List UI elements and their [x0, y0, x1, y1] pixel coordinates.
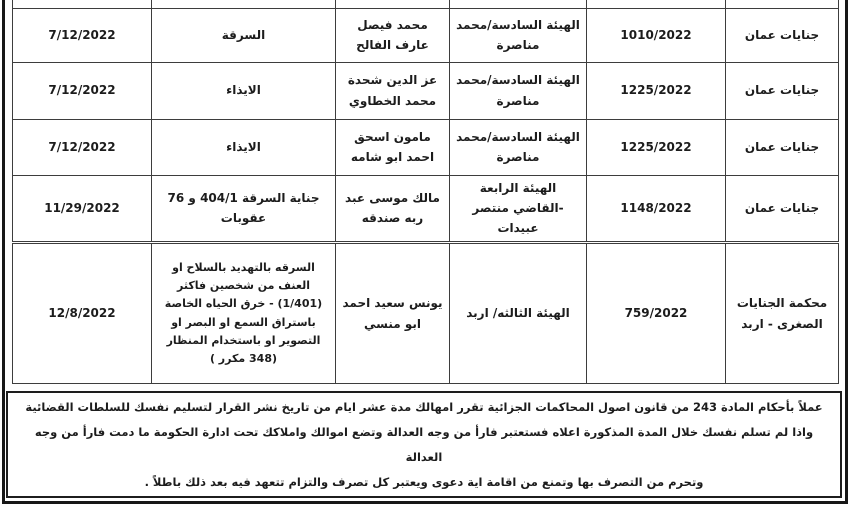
cropped-cell [450, 0, 587, 8]
notice-row [13, 8, 839, 62]
notice-row [13, 119, 839, 175]
cell-defendant: محمد فيصل عارف الفالح [336, 8, 450, 62]
cropped-cell [152, 0, 336, 8]
cell-date: 7/12/2022 [13, 62, 152, 119]
upper-table-body [13, 0, 839, 241]
lower-table-body [13, 244, 839, 384]
cell-date: 11/29/2022 [13, 175, 152, 241]
cell-crime: الايذاء [152, 62, 336, 119]
cell-panel: الهيئة السادسة/محمد مناصرة [450, 119, 587, 175]
cell-date: 7/12/2022 [13, 8, 152, 62]
cell-date: 12/8/2022 [13, 244, 152, 384]
cell-defendant: عز الدين شحدة محمد الخطاوي [336, 62, 450, 119]
cell-court: جنايات عمان [726, 8, 839, 62]
cell-panel: الهيئة السادسة/محمد مناصرة [450, 8, 587, 62]
cell-panel: الهيئة الرابعة -القاضي منتصر عبيدات [450, 175, 587, 241]
cell-defendant: يونس سعيد احمد ابو منسي [336, 244, 450, 384]
cell-panel: الهيئة الثالثه/ اربد [450, 244, 587, 384]
notices-table-lower [12, 243, 839, 384]
cell-crime: الايذاء [152, 119, 336, 175]
notice-row [13, 244, 839, 384]
cropped-cell [726, 0, 839, 8]
cell-case-number: 1225/2022 [587, 62, 726, 119]
cropped-cell [336, 0, 450, 8]
cell-court: جنايات عمان [726, 119, 839, 175]
cell-case-number: 759/2022 [587, 244, 726, 384]
cell-case-number: 1148/2022 [587, 175, 726, 241]
legal-notice-line-2: واذا لم تسلم نفسك خلال المدة المذكورة اعلاه فستعتبر فارأ من وجه العدالة وتضع اموالك واملاكك تحت ادارة الحكومة ما دمت فارأ من وجه العدالة [34, 424, 814, 464]
cell-court: جنايات عمان [726, 62, 839, 119]
cropped-cell [587, 0, 726, 8]
legal-notice-box [6, 391, 842, 498]
cell-court: محكمة الجنايات الصغرى - اربد [726, 244, 839, 384]
legal-notice-line-1: عملاً بأحكام المادة 243 من قانون اصول المحاكمات الجزائية تقرر امهالك مدة عشر ايام من تاريخ نشر القرار لتسليم نفسك للسلطات القضائية [25, 399, 823, 414]
cell-court: جنايات عمان [726, 175, 839, 241]
cell-crime: جناية السرقة 404/1 و 76 عقوبات [152, 175, 336, 241]
cropped-top-row [13, 0, 839, 8]
cell-crime: السرقه بالتهديد بالسلاح او العنف من شخصين فاكثر (1/401) - خرق الحياه الخاصة باستراق السمع او البصر او التصوير او باستخدام المنظار (348 مكرر ) [152, 244, 336, 384]
cell-case-number: 1225/2022 [587, 119, 726, 175]
cell-crime: السرقة [152, 8, 336, 62]
cell-case-number: 1010/2022 [587, 8, 726, 62]
cell-date: 7/12/2022 [13, 119, 152, 175]
notices-table-upper [12, 0, 839, 242]
cell-defendant: مامون اسحق احمد ابو شامه [336, 119, 450, 175]
cell-panel: الهيئة السادسة/محمد مناصرة [450, 62, 587, 119]
notice-row [13, 62, 839, 119]
notice-row [13, 175, 839, 241]
cropped-cell [13, 0, 152, 8]
legal-notice-line-3: وتحرم من التصرف بها وتمنع من اقامة اية دعوى ويعتبر كل تصرف والتزام تتعهد فيه بعد ذلك باطلاً . [144, 474, 704, 489]
cell-defendant: مالك موسى عبد ربه صندقه [336, 175, 450, 241]
